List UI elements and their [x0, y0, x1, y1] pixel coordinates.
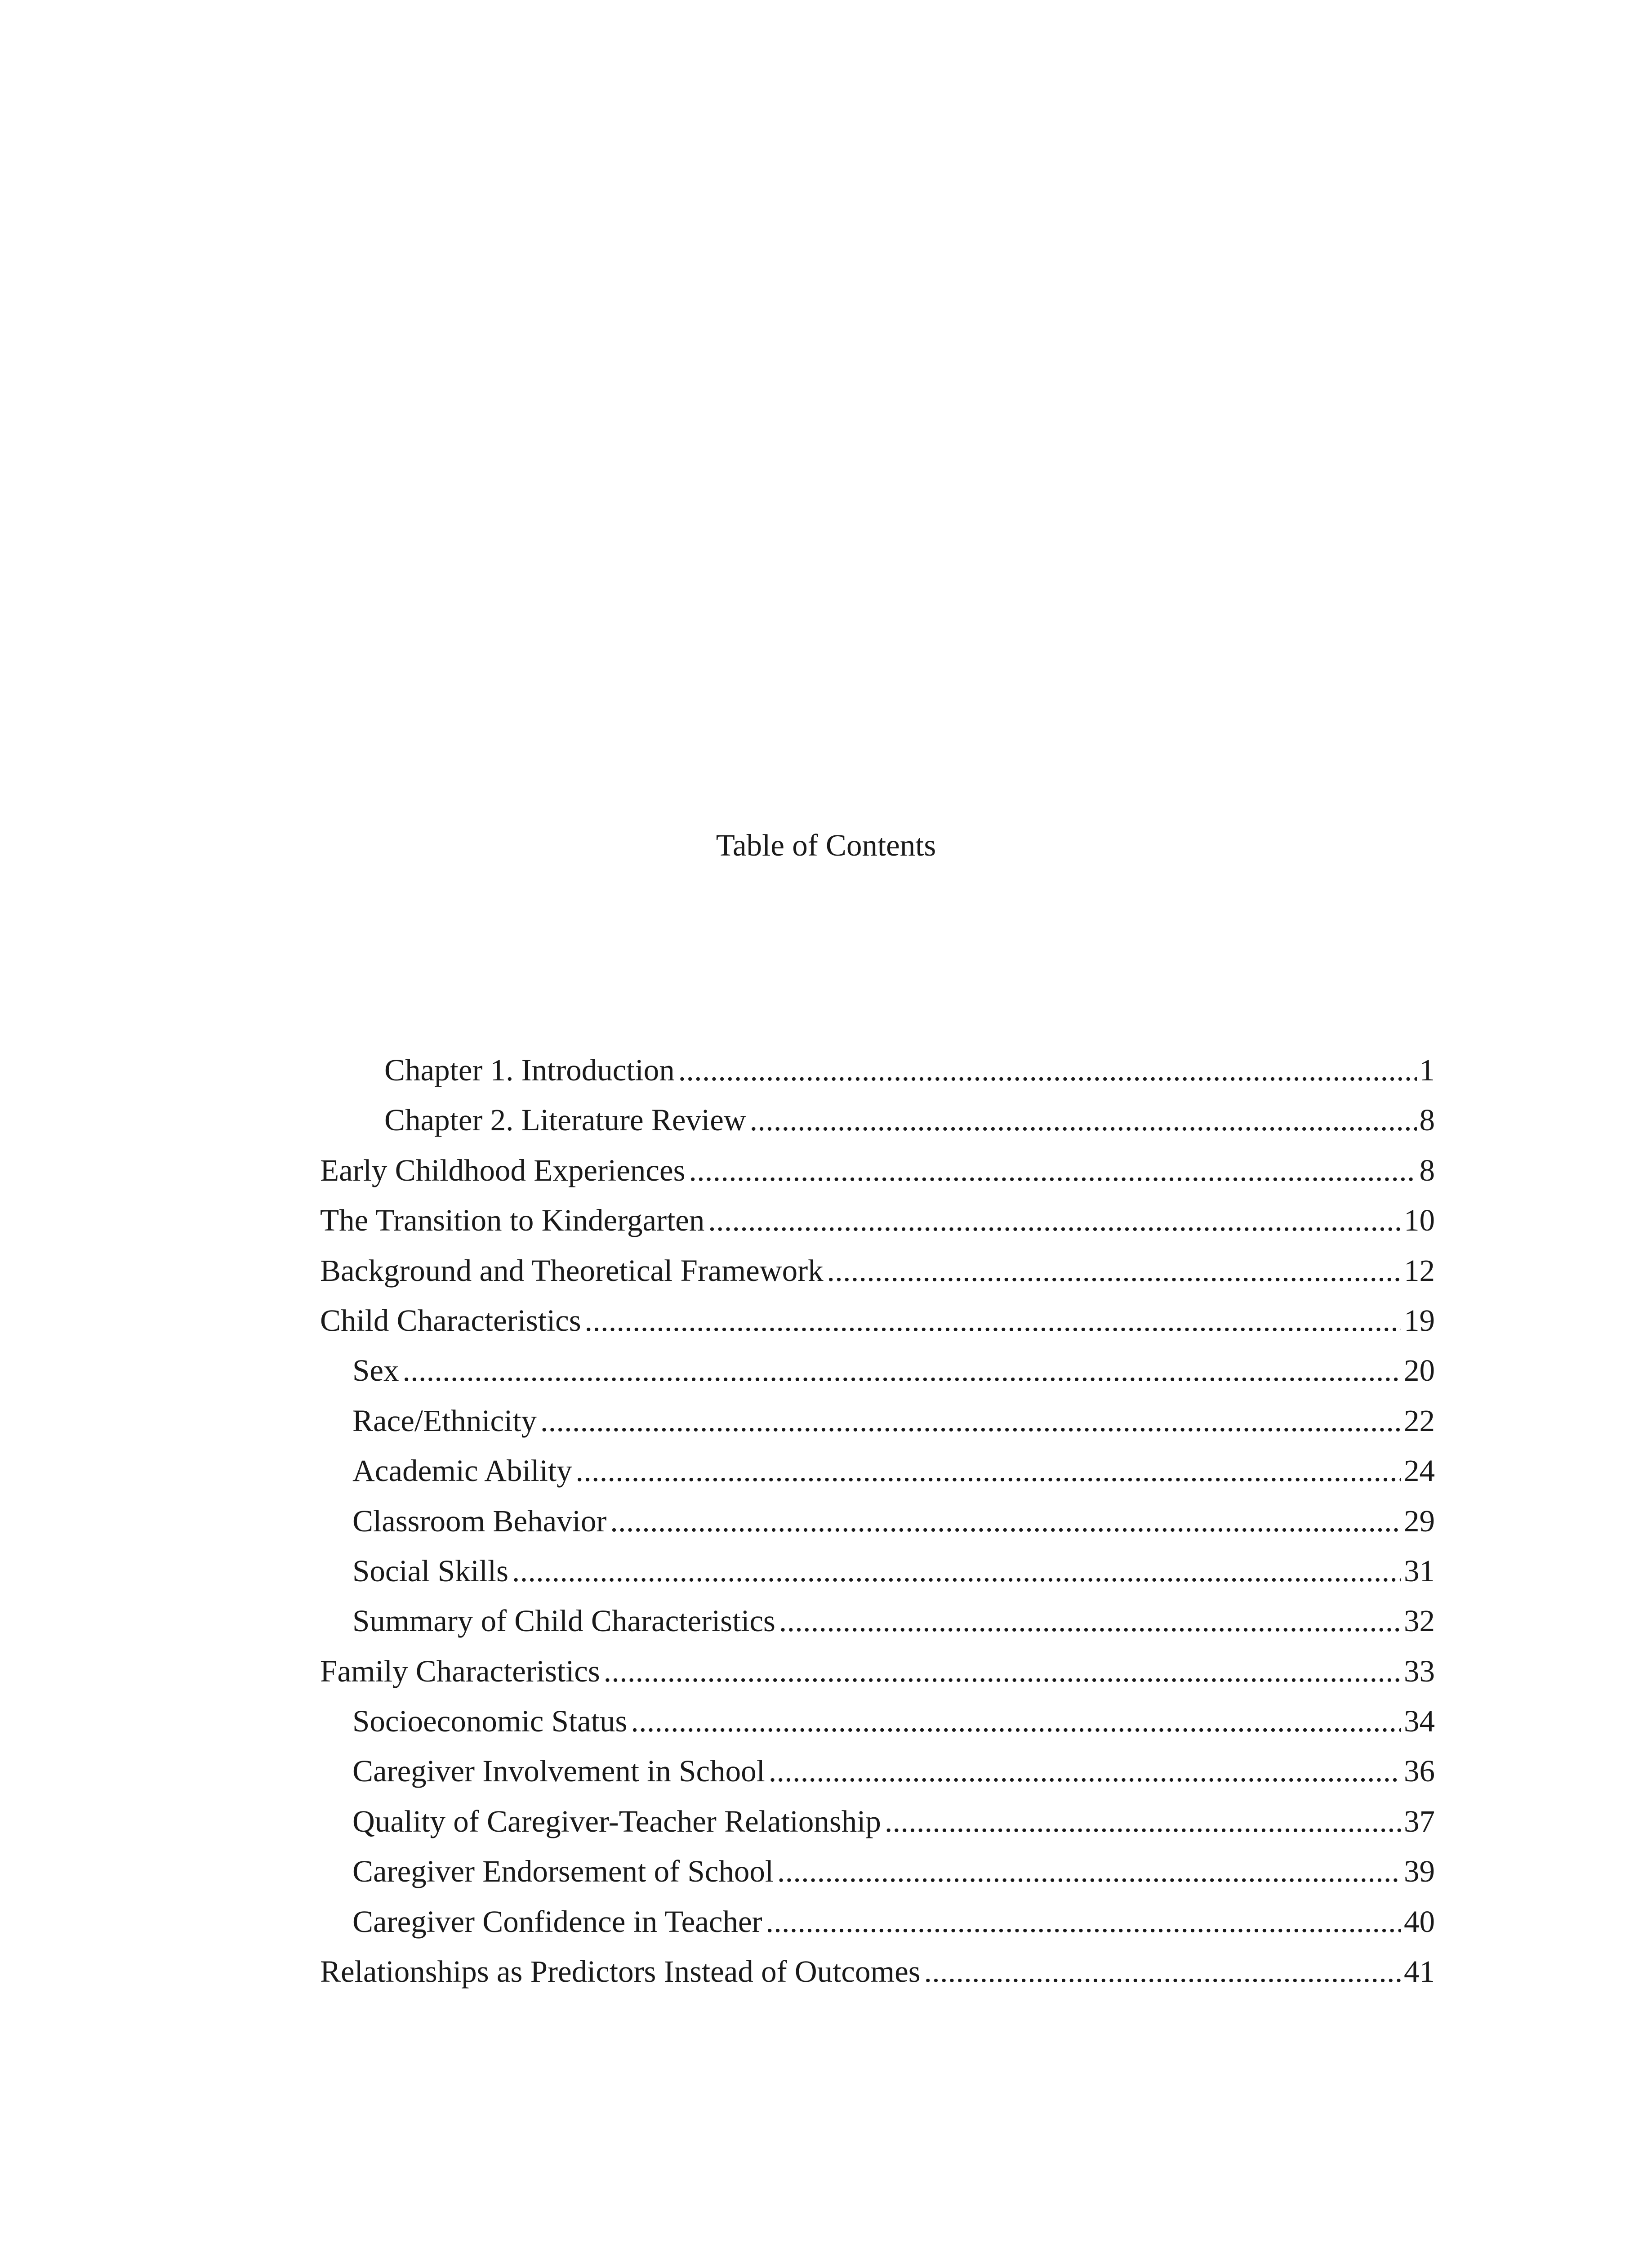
- toc-entry-label: Caregiver Involvement in School: [352, 1754, 765, 1789]
- dot-leader: [689, 1148, 1416, 1193]
- toc-entry[interactable]: [320, 1048, 1435, 1097]
- toc-entry-label: Social Skills: [352, 1553, 508, 1588]
- toc-entry-page-number: 37: [1404, 1804, 1435, 1838]
- toc-entry-label: Academic Ability: [352, 1454, 572, 1488]
- toc-entry-label: Relationships as Predictors Instead of Outcomes: [320, 1954, 921, 1989]
- toc-entry[interactable]: [320, 1248, 1435, 1298]
- dot-leader: [766, 1899, 1401, 1944]
- toc-entry[interactable]: [320, 1398, 1435, 1448]
- toc-entry[interactable]: [320, 1799, 1435, 1849]
- toc-entry-label: Socioeconomic Status: [352, 1704, 628, 1739]
- toc-entry-label: Sex: [352, 1353, 399, 1388]
- toc-entry-page-number: 32: [1404, 1604, 1435, 1638]
- toc-entry-page-number: 24: [1404, 1454, 1435, 1488]
- dot-leader: [924, 1949, 1401, 1994]
- dot-leader: [585, 1298, 1401, 1343]
- toc-entry[interactable]: [320, 1949, 1435, 1999]
- toc-entry[interactable]: [320, 1097, 1435, 1147]
- toc-entry-label: Quality of Caregiver-Teacher Relationship: [352, 1804, 881, 1838]
- toc-entry[interactable]: [320, 1849, 1435, 1899]
- toc-entry[interactable]: [320, 1699, 1435, 1748]
- toc-entry-page-number: 20: [1404, 1353, 1435, 1388]
- dot-leader: [678, 1048, 1417, 1093]
- toc-entry-label: Child Characteristics: [320, 1303, 581, 1338]
- dot-leader: [403, 1348, 1402, 1393]
- dot-leader: [512, 1548, 1401, 1593]
- table-of-contents: [320, 1048, 1435, 1999]
- toc-entry-label: Chapter 1. Introduction: [384, 1053, 675, 1087]
- dot-leader: [827, 1248, 1401, 1293]
- toc-entry[interactable]: [320, 1298, 1435, 1348]
- toc-entry-label: Race/Ethnicity: [352, 1403, 537, 1438]
- toc-entry-page-number: 41: [1404, 1954, 1435, 1989]
- toc-entry[interactable]: [320, 1748, 1435, 1798]
- toc-entry[interactable]: [320, 1598, 1435, 1648]
- toc-entry-page-number: 31: [1404, 1553, 1435, 1588]
- toc-entry[interactable]: [320, 1148, 1435, 1198]
- toc-entry-page-number: 33: [1404, 1654, 1435, 1688]
- dot-leader: [540, 1398, 1401, 1443]
- toc-entry-label: Background and Theoretical Framework: [320, 1253, 824, 1288]
- dot-leader: [750, 1097, 1417, 1142]
- toc-entry[interactable]: [320, 1649, 1435, 1699]
- toc-entry-page-number: 10: [1404, 1203, 1435, 1238]
- toc-entry-page-number: 36: [1404, 1754, 1435, 1789]
- toc-entry[interactable]: [320, 1899, 1435, 1949]
- toc-entry-label: Summary of Child Characteristics: [352, 1604, 775, 1638]
- toc-entry-label: Classroom Behavior: [352, 1503, 607, 1538]
- toc-entry-page-number: 39: [1404, 1854, 1435, 1889]
- toc-entry-label: Chapter 2. Literature Review: [384, 1103, 746, 1137]
- toc-entry-page-number: 8: [1419, 1103, 1435, 1137]
- toc-entry-label: Caregiver Endorsement of School: [352, 1854, 774, 1889]
- toc-entry-label: The Transition to Kindergarten: [320, 1203, 705, 1238]
- dot-leader: [708, 1198, 1401, 1243]
- toc-entry-page-number: 12: [1404, 1253, 1435, 1288]
- dot-leader: [885, 1799, 1401, 1844]
- dot-leader: [631, 1699, 1401, 1744]
- toc-entry[interactable]: [320, 1499, 1435, 1548]
- toc-entry[interactable]: [320, 1448, 1435, 1498]
- toc-entry-page-number: 19: [1404, 1303, 1435, 1338]
- page-title: Table of Contents: [716, 828, 936, 862]
- dot-leader: [769, 1748, 1401, 1793]
- dot-leader: [576, 1448, 1401, 1493]
- toc-entry-page-number: 34: [1404, 1704, 1435, 1739]
- dot-leader: [604, 1649, 1401, 1694]
- toc-entry-page-number: 40: [1404, 1904, 1435, 1939]
- toc-entry-page-number: 8: [1419, 1153, 1435, 1187]
- toc-entry-label: Early Childhood Experiences: [320, 1153, 686, 1187]
- toc-entry[interactable]: [320, 1198, 1435, 1248]
- toc-entry[interactable]: [320, 1548, 1435, 1598]
- toc-entry[interactable]: [320, 1348, 1435, 1398]
- dot-leader: [779, 1598, 1401, 1643]
- dot-leader: [777, 1849, 1401, 1894]
- toc-entry-label: Caregiver Confidence in Teacher: [352, 1904, 762, 1939]
- toc-entry-label: Family Characteristics: [320, 1654, 600, 1688]
- toc-entry-page-number: 1: [1419, 1053, 1435, 1087]
- dot-leader: [610, 1499, 1401, 1543]
- toc-entry-page-number: 29: [1404, 1503, 1435, 1538]
- toc-entry-page-number: 22: [1404, 1403, 1435, 1438]
